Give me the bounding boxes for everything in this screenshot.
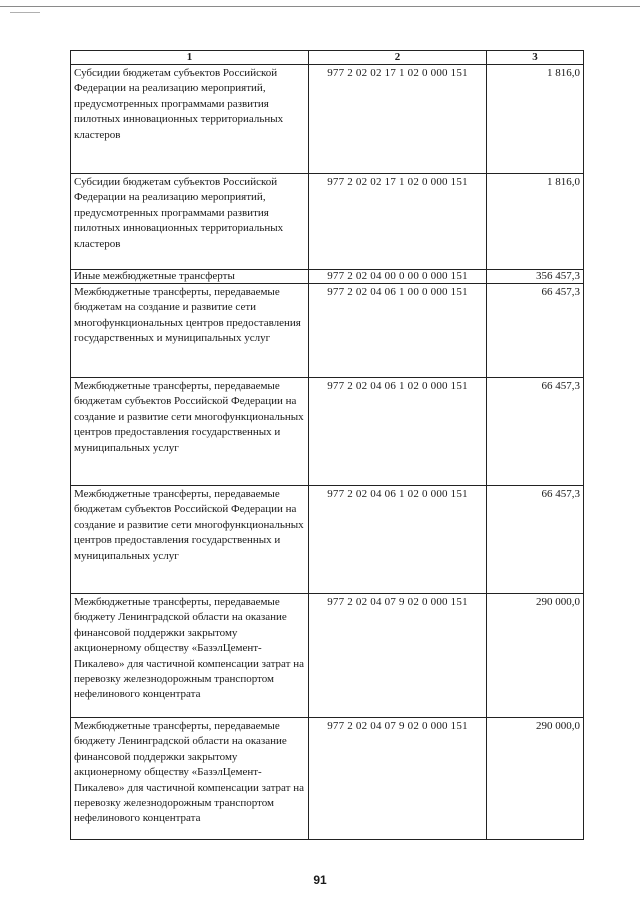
top-rule (0, 6, 640, 7)
row-amount: 290 000,0 (487, 718, 584, 840)
row-amount: 290 000,0 (487, 594, 584, 718)
row-budget-code: 977 2 02 04 06 1 02 0 000 151 (309, 378, 487, 486)
top-rule-mark (10, 12, 40, 13)
column-header-3: 3 (487, 51, 584, 65)
row-amount: 66 457,3 (487, 378, 584, 486)
row-amount: 1 816,0 (487, 65, 584, 174)
row-budget-code: 977 2 02 02 17 1 02 0 000 151 (309, 174, 487, 270)
row-budget-code: 977 2 02 04 06 1 02 0 000 151 (309, 486, 487, 594)
row-amount: 356 457,3 (487, 270, 584, 284)
row-amount: 66 457,3 (487, 486, 584, 594)
row-budget-code: 977 2 02 04 07 9 02 0 000 151 (309, 594, 487, 718)
column-header-2: 2 (309, 51, 487, 65)
row-budget-code: 977 2 02 04 06 1 00 0 000 151 (309, 284, 487, 378)
page-number: 91 (313, 873, 327, 887)
table-row (71, 718, 584, 840)
row-description: Межбюджетные трансферты, передаваемые бюджетам субъектов Российской Федерации на создание и развитие сети многофункциональных центров предоставления государственных и муниципальных услуг (71, 486, 309, 594)
table-row (71, 174, 584, 270)
table-row (71, 284, 584, 378)
table-row (71, 270, 584, 284)
budget-table (70, 50, 584, 840)
header-row (71, 51, 584, 65)
row-description: Межбюджетные трансферты, передаваемые бюджетам субъектов Российской Федерации на создание и развитие сети многофункциональных центров предоставления государственных и муниципальных услуг (71, 378, 309, 486)
table-row (71, 594, 584, 718)
row-budget-code: 977 2 02 04 07 9 02 0 000 151 (309, 718, 487, 840)
row-description: Субсидии бюджетам субъектов Российской Федерации на реализацию мероприятий, предусмотренных программами развития пилотных инновационных территориальных кластеров (71, 65, 309, 174)
row-description: Субсидии бюджетам субъектов Российской Федерации на реализацию мероприятий, предусмотренных программами развития пилотных инновационных территориальных кластеров (71, 174, 309, 270)
table-row (71, 486, 584, 594)
row-budget-code: 977 2 02 04 00 0 00 0 000 151 (309, 270, 487, 284)
table-row (71, 378, 584, 486)
row-amount: 66 457,3 (487, 284, 584, 378)
row-budget-code: 977 2 02 02 17 1 02 0 000 151 (309, 65, 487, 174)
row-amount: 1 816,0 (487, 174, 584, 270)
row-description: Межбюджетные трансферты, передаваемые бюджету Ленинградской области на оказание финансовой поддержки закрытому акционерному обществу «БазэлЦемент-Пикалево» для частичной компенсации затрат на перевозку железнодорожным транспортом нефелинового концентрата (71, 594, 309, 718)
row-description: Межбюджетные трансферты, передаваемые бюджету Ленинградской области на оказание финансовой поддержки закрытому акционерному обществу «БазэлЦемент-Пикалево» для частичной компенсации затрат на перевозку железнодорожным транспортом нефелинового концентрата (71, 718, 309, 840)
row-description: Иные межбюджетные трансферты (71, 270, 309, 284)
table-row (71, 65, 584, 174)
row-description: Межбюджетные трансферты, передаваемые бюджетам на создание и развитие сети многофункциональных центров предоставления государственных и муниципальных услуг (71, 284, 309, 378)
column-header-1: 1 (71, 51, 309, 65)
